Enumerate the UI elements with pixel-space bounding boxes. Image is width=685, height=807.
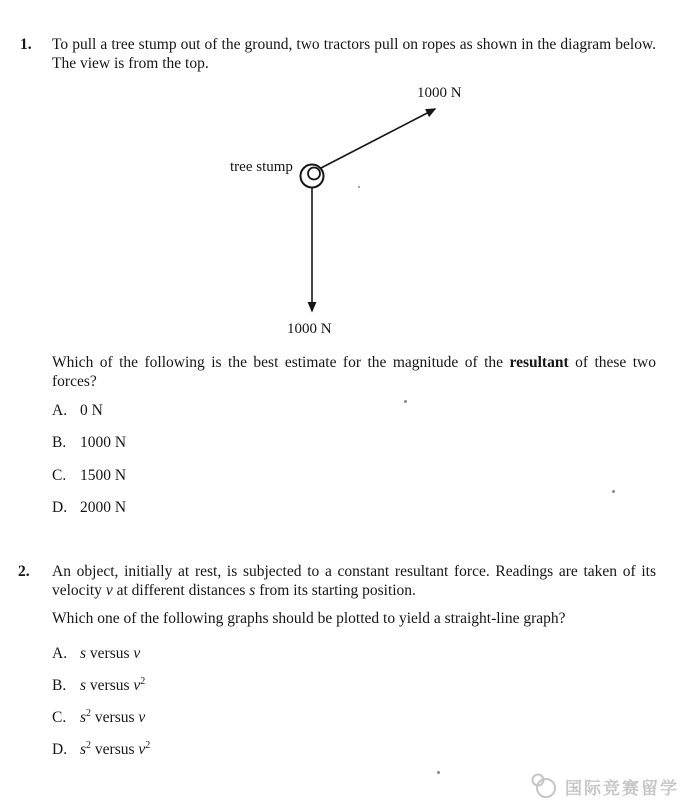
question-1-number: 1. [20, 36, 32, 53]
q2-c-sup1: 2 [86, 707, 92, 719]
q1-option-b-letter: B. [52, 434, 67, 451]
scan-artifact-dot [612, 490, 615, 493]
q1-option-c-letter: C. [52, 467, 67, 484]
q1-option-b [52, 434, 126, 452]
question-2-stem [52, 563, 656, 600]
q2-stem-p2: at different distances [116, 581, 246, 599]
q2-option-b-value [80, 677, 145, 694]
q2-c-var2: v [138, 709, 146, 726]
question-1-prompt-post: of these two forces? [52, 354, 656, 390]
q2-option-d-letter: D. [52, 741, 68, 758]
question-1-prompt-pre: Which of the following is the best estimate for the magnitude of the [52, 354, 504, 371]
q1-option-c [52, 467, 126, 485]
q1-option-d-value: 2000 N [80, 499, 127, 516]
q1-option-d [52, 499, 126, 517]
q2-option-c [52, 709, 145, 727]
q2-option-b [52, 677, 145, 695]
tree-stump-inner-circle [308, 168, 320, 180]
q2-d-sup2: 2 [145, 739, 151, 751]
q2-c-var1: s [80, 709, 87, 726]
q2-d-versus: versus [94, 741, 135, 758]
q2-a-var1: s [80, 645, 87, 662]
q1-option-d-letter: D. [52, 499, 68, 516]
q2-option-b-letter: B. [52, 677, 67, 694]
watermark-logo-icon [528, 772, 560, 800]
q2-option-c-value [80, 709, 145, 726]
q2-b-sup2: 2 [140, 675, 146, 687]
question-1-stem: To pull a tree stump out of the ground, two tractors pull on ropes as shown in the diagram below. The view is from the top. [52, 36, 656, 72]
q2-d-var1: s [80, 741, 87, 758]
q1-option-a-value: 0 N [80, 402, 103, 419]
q2-option-d-value [80, 741, 150, 758]
scan-artifact-dot [437, 771, 440, 774]
q1-option-a [52, 402, 103, 420]
top-force-label: 1000 N [417, 85, 462, 101]
q2-stem-p3: from its starting position. [259, 581, 416, 599]
question-2-prompt: Which one of the following graphs should be plotted to yield a straight-line graph? [52, 610, 566, 627]
q2-option-a [52, 645, 140, 663]
tree-stump-label: tree stump [230, 159, 293, 175]
q2-d-sup1: 2 [86, 739, 92, 751]
q1-option-b-value: 1000 N [80, 434, 127, 451]
q2-option-c-letter: C. [52, 709, 67, 726]
q2-a-versus: versus [89, 645, 130, 662]
question-1-prompt-bold: resultant [509, 354, 569, 371]
force-diagram [220, 85, 480, 340]
q2-option-a-value [80, 645, 140, 662]
q2-stem-s: s [249, 581, 256, 599]
bottom-force-label: 1000 N [287, 321, 332, 337]
q2-option-d [52, 741, 150, 759]
q2-b-var2: v [133, 677, 141, 694]
q2-a-var2: v [133, 645, 141, 662]
watermark [528, 772, 679, 800]
watermark-text: 国际竞赛留学 [565, 778, 679, 798]
q1-option-a-letter: A. [52, 402, 68, 419]
q2-stem-p1: An object, initially at rest, is subjected to a constant resultant force. Readings are taken of its velocity [52, 563, 656, 599]
question-2-number: 2. [18, 563, 30, 580]
force-vector-upper-right [321, 109, 435, 168]
q2-option-a-letter: A. [52, 645, 68, 662]
q2-b-versus: versus [89, 677, 130, 694]
q2-b-var1: s [80, 677, 87, 694]
q2-c-versus: versus [94, 709, 135, 726]
scan-artifact-dot [404, 400, 407, 403]
q2-stem-v: v [105, 581, 113, 599]
question-1-prompt [52, 354, 656, 391]
q1-option-c-value: 1500 N [80, 467, 127, 484]
q2-d-var2: v [138, 741, 146, 758]
scan-artifact-dot [358, 186, 360, 188]
